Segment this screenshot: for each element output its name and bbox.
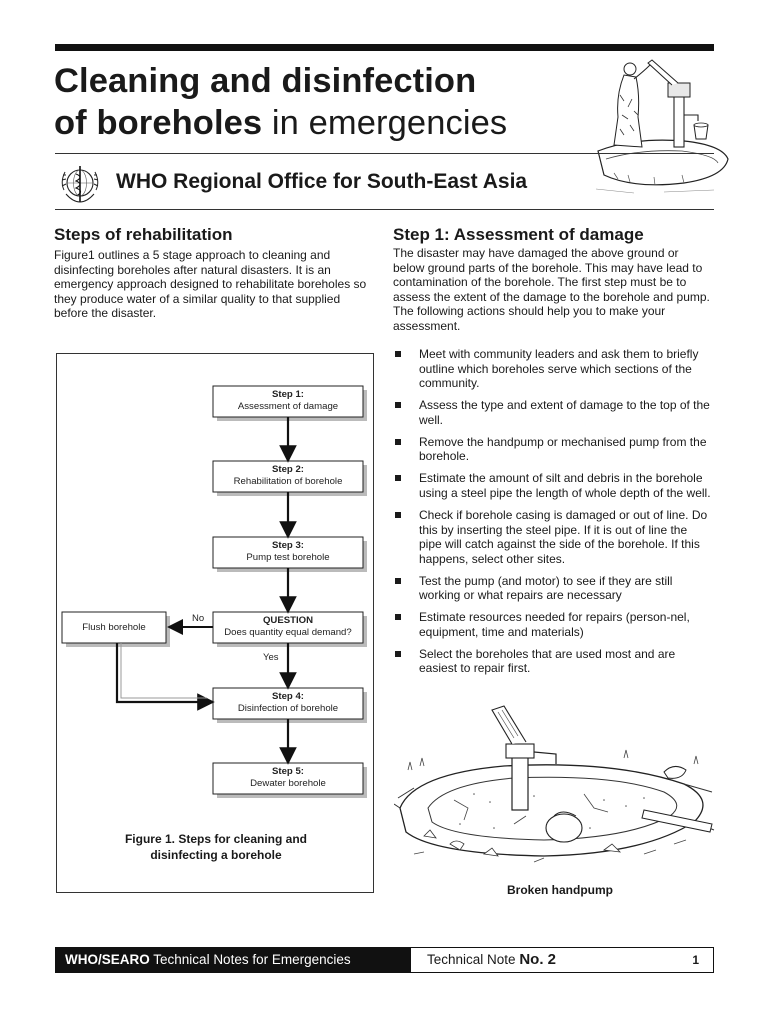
bullet-square-icon [395,512,401,518]
bullet-square-icon [395,475,401,481]
footer-series [56,948,411,972]
list-item [393,610,713,639]
flow-step3-title: Step 3: [272,540,304,551]
bullet-text: Check if borehole casing is damaged or out of line. Do this by inserting the steel pipe. If it is out of line the pipe will catch against the side of the borehole. If this happens, select other sites. [419,507,708,566]
title-line2-light: in emergencies [271,104,508,142]
bullet-square-icon [395,651,401,657]
bullet-text: Test the pump (and motor) to see if they are still working or what repairs are necessary [419,573,673,603]
bullet-square-icon [395,402,401,408]
flow-step1-text: Assessment of damage [237,401,339,412]
flow-yes-label: Yes [263,652,279,663]
list-item [393,508,713,566]
flow-step2 [213,464,363,488]
bullet-square-icon [395,614,401,620]
flow-step1-title: Step 1: [272,389,304,400]
flow-step3 [213,540,363,564]
list-item [393,435,713,464]
who-emblem-icon [57,160,103,206]
bullet-text: Estimate the amount of silt and debris in the borehole using a steel pipe the length of whole depth of the well. [419,471,711,500]
list-item [393,574,713,603]
flow-question-text: Does quantity equal demand? [224,627,352,638]
flow-question-title: QUESTION [262,615,314,626]
bullet-text: Select the boreholes that are used most and are easiest to repair first. [419,646,676,676]
right-section-heading: Step 1: Assessment of damage [393,225,644,244]
org-name: WHO Regional Office for South-East Asia [116,170,528,193]
bullet-text: Meet with community leaders and ask them to briefly outline which boreholes serve which sections of the community. [419,347,699,391]
org-rule [55,209,714,210]
left-section-heading: Steps of rehabilitation [54,225,233,244]
figure-caption-line1: Figure 1. Steps for cleaning and [124,832,308,846]
figure-caption-line2: disinfecting a borehole [150,847,282,862]
flow-step5 [213,766,363,790]
left-paragraph: Figure1 outlines a 5 stage approach to cleaning and disinfecting boreholes after natural disasters. It is an emergency approach designed to rehabilitate boreholes so they produce water of a similar quality to that supplied before the disaster. [54,248,367,321]
flow-step2-text: Rehabilitation of borehole [233,476,343,487]
flow-flush [62,622,166,634]
right-paragraph: The disaster may have damaged the above ground or below ground parts of the borehole. This may have lead to contamination of the borehole. The first step must be to assess the extent of the damage to the borehole and pump. The following actions should help you to make your assessment. [393,246,710,333]
title-line1: Cleaning and disinfection [54,62,477,100]
flow-step4-text: Disinfection of borehole [237,703,339,714]
flow-step5-title: Step 5: [272,766,304,777]
assessment-bullet-list [393,347,713,683]
footer-org: WHO/SEARO [65,952,150,967]
flowchart-figure [56,353,374,893]
bullet-square-icon [395,351,401,357]
flow-question [213,615,363,639]
flow-flush-text: Flush borehole [82,622,146,633]
list-item [393,347,713,391]
bullet-text: Assess the type and extent of damage to the top of the well. [419,398,710,427]
footer-bar [55,947,714,973]
flow-step4 [213,691,363,715]
title-line2-bold: of boreholes [54,104,263,142]
flow-step1 [213,389,363,413]
page-number: 1 [692,953,699,967]
flow-step3-text: Pump test borehole [246,552,330,563]
list-item [393,471,713,500]
page-title [54,60,614,144]
flow-step2-title: Step 2: [272,464,304,475]
footer-note-label: Technical Note [427,952,516,967]
list-item [393,398,713,427]
broken-handpump-illustration [394,704,716,870]
bullet-text: Remove the handpump or mechanised pump from the borehole. [419,434,707,464]
figure-caption [57,832,375,863]
bullet-square-icon [395,439,401,445]
handpump-illustration [594,55,731,195]
footer-note [427,948,556,972]
flow-step4-title: Step 4: [272,691,304,702]
footer-series-name: Technical Notes for Emergencies [153,952,351,967]
pump-caption: Broken handpump [506,883,613,897]
flow-step5-text: Dewater borehole [250,778,326,789]
bullet-square-icon [395,578,401,584]
top-rule [55,44,714,51]
flow-no-label: No [192,613,205,624]
title-rule [55,153,714,154]
list-item [393,647,713,676]
footer-note-number: No. 2 [519,951,557,968]
bullet-text: Estimate resources needed for repairs (person-nel, equipment, time and materials) [419,610,690,639]
